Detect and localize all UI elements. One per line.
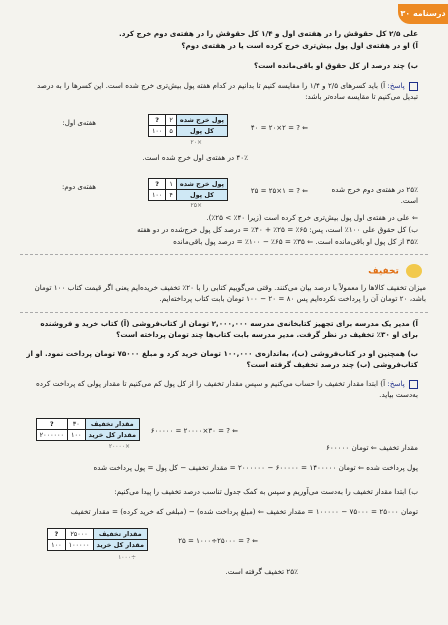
q2-result: ۲۵٪ تخفیف گرفته است. [225,567,298,576]
q1-intro: علی ۲/۵ کل حقوقش را در هفته‌ی اول و ۱/۴ کل حقوقش را در هفته‌ی دوم خرج کرد. [118,29,418,38]
t2-h2: مقدار کل خرید [93,540,147,551]
lesson-tab: درسنامه ۳۰ [398,4,448,24]
discount-text: میزان تخفیف کالاها را معمولاً با درصد بیان می‌کنند. وقتی می‌گوییم کتابی را با ۲۰٪ تخفیف خریده‌ایم یعنی اگر قیمت کتاب ۱۰۰ تومان باشد، ۲۰ تومان آن را پرداخت نکرده‌ایم پس ۸۰ = ۲۰ − ۱۰۰ تومان بابت کتاب پرداخته‌ایم. [34,283,426,304]
week2-calc: ⇐ ? = ۱×۲۵ = ۲۵ [250,187,308,195]
t2-v2: ? [48,529,65,540]
q2-part-b: ب) همچنین او در کتاب‌فروشی (ب)، به‌اندازه‌ی ۱۰۰,۰۰۰ تومان خرید کرد و مبلغ ۷۵۰۰۰ تومان پرداخت نمود. او از کتاب‌فروشی (ب) چند درصد تخفیف گرفته است؟ [26,349,418,370]
week1-mult: ×۲۰ [190,139,202,146]
week2-v1: ۱ [166,179,177,190]
week2-v4: ۱۰۰ [148,190,165,201]
week1-calc: ⇐ ? = ۲×۲۰ = ۴۰ [250,124,308,132]
week2-h1: پول خرج شده [176,179,227,190]
week2-result: ۲۵٪ در هفته‌ی دوم خرج شده است. [331,185,418,206]
q1-part-a: آ) او در هفته‌ی اول پول بیش‌تری خرج کرده است یا در هفته‌ی دوم؟ [181,41,418,50]
t2-h1: مقدار تخفیف [93,529,147,540]
t2-mult: ÷۱۰۰۰ [118,554,136,561]
t1-v2: ? [36,419,67,430]
t1-v3: ۱۰۰ [68,430,85,441]
week1-v4: ۱۰۰ [148,126,165,137]
q2-answer [23,378,418,400]
divider-2 [20,312,428,313]
discount-table-2 [47,528,148,551]
lightbulb-icon [406,264,422,278]
q2-line3: ب) ابتدا مقدار تخفیف را به‌دست می‌آوریم و سپس به کمک جدول تناسب درصد تخفیف را پیدا می‌کنیم: [114,487,418,496]
week1-label: هفته‌ی اول: [62,119,96,127]
q1-answer [23,80,418,102]
week2-h2: کل پول [176,190,227,201]
q2-line2: پول پرداخت شده ⇐ تومان ۱۴۰۰۰۰۰ = ۶۰۰۰۰۰ − ۲۰۰۰۰۰۰ = مقدار تخفیف − کل پول = پول پرداخت شده [93,463,418,472]
q1-conclusion: ⇐ علی در هفته‌ی اول پول بیش‌تری خرج کرده است (زیرا ۴۰٪ > ۲۵٪). [206,213,418,222]
divider [20,254,428,255]
q1-part-b: ب) چند درصد از کل حقوق او باقی‌مانده است؟ [253,61,418,70]
t2-calc: ⇐ ? = ۲۵۰۰۰÷۱۰۰۰ = ۲۵ [178,537,258,545]
q2-line1: مقدار تخفیف ⇐ تومان ۶۰۰۰۰۰ [326,443,418,452]
week1-v1: ۲ [166,115,177,126]
t1-v4: ۲۰۰۰۰۰۰ [36,430,67,441]
t1-v1: ۳۰ [68,419,85,430]
week2-v3: ۴ [166,190,177,201]
t1-h1: مقدار تخفیف [85,419,139,430]
section-title: تخفیف [368,264,422,279]
t1-calc: ⇐ ? = ۳۰×۲۰۰۰۰ = ۶۰۰۰۰۰ [150,427,238,435]
t2-v4: ۱۰۰ [48,540,65,551]
t1-h2: مقدار کل خرید [85,430,139,441]
week2-v2: ? [148,179,165,190]
q2-line4: تومان ۲۵۰۰۰ = ۷۵۰۰۰ − ۱۰۰۰۰۰ = مقدار تخفیف ⇐ (مبلغ پرداخت شده) − (مبلغی که خرید کرده) = مقدار تخفیف [70,507,418,516]
t2-v3: ۱۰۰۰۰۰ [65,540,93,551]
check-icon [409,380,418,389]
week1-h1: پول خرج شده [176,115,227,126]
q1-b-line2: ۳۵٪ از کل پول او باقی‌مانده است. ⇐ ۳۵٪ = ۶۵٪ − ۱۰۰٪ = درصد پول باقی‌مانده [173,237,418,246]
q1-b-line1: ب) کل حقوق علی ۱۰۰٪ است، پس: ۶۵٪ = ۲۵٪ + ۴۰٪ = درصد کل پول خرج‌شده در دو هفته [137,225,418,234]
week1-v3: ۵ [166,126,177,137]
week2-mult: ×۲۵ [190,202,202,209]
discount-table-1 [36,418,140,441]
check-icon [409,82,418,91]
answer-text: آ) باید کسرهای ۲/۵ و ۱/۴ را مقایسه کنیم تا بدانیم در کدام هفته پول بیش‌تری خرج شده است. این کسرها را به درصد تبدیل می‌کنیم تا مقایسه ساده‌تر باشد: [37,81,418,102]
week2-label: هفته‌ی دوم: [62,183,96,191]
t1-mult: ×۲۰۰۰۰ [108,443,130,450]
week1-result: ۴۰٪ در هفته‌ی اول خرج شده است. [142,153,248,162]
q2-part-a: آ) مدیر یک مدرسه برای تجهیز کتابخانه‌ی مدرسه ۲,۰۰۰,۰۰۰ تومان از کتاب‌فروشی (آ) کتاب خرید و فروشنده برای او ۳۰٪ تخفیف در نظر گرفت. مدیر مدرسه بابت کتاب‌ها چند تومان پرداخته است؟ [40,319,418,340]
week1-table [148,114,228,137]
week1-h2: کل پول [176,126,227,137]
answer-label: پاسخ: [387,379,405,388]
week2-table [148,178,228,201]
week1-v2: ? [148,115,165,126]
t2-v1: ۲۵۰۰۰ [65,529,93,540]
answer-text: آ) ابتدا مقدار تخفیف را حساب می‌کنیم و سپس مقدار تخفیف را از کل پول کم می‌کنیم تا مقدار پولی که پرداخت کرده به‌دست بیاید. [35,379,418,400]
answer-label: پاسخ: [387,81,405,90]
